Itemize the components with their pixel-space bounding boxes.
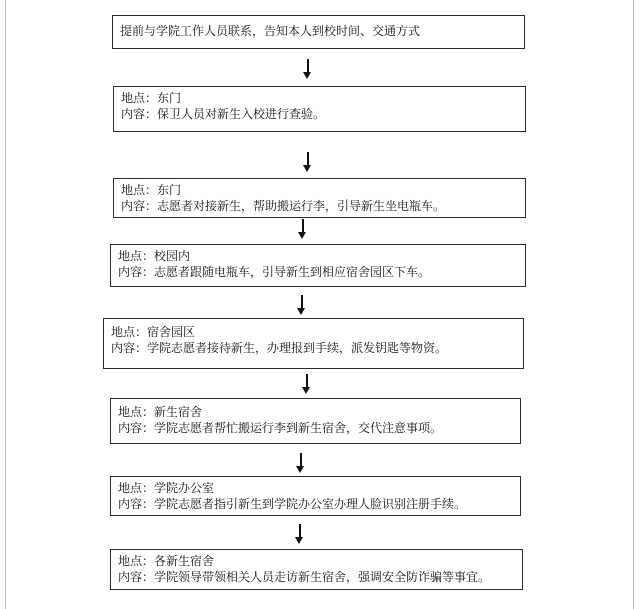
- step-8-box: [110, 549, 523, 590]
- step-2-location: 地点：东门: [121, 91, 182, 105]
- step-8-location: 地点：各新生宿舍: [118, 554, 215, 568]
- step-8-content: 内容：学院领导带领相关人员走访新生宿舍，强调安全防诈骗等事宜。: [118, 570, 491, 584]
- step-6-box: [110, 398, 521, 444]
- step-2-box: [113, 86, 526, 132]
- arrow-5-6: [302, 374, 311, 394]
- page-right-border: [633, 0, 634, 609]
- page-left-border: [5, 0, 6, 609]
- step-4-box: [110, 244, 526, 287]
- step-3-content: 内容：志愿者对接新生，帮助搬运行李，引导新生坐电瓶车。: [121, 199, 446, 213]
- step-4-location: 地点：校园内: [118, 249, 191, 263]
- arrow-2-3: [303, 152, 312, 172]
- step-1-box: [112, 15, 525, 49]
- arrow-6-7: [296, 453, 305, 473]
- step-3-location: 地点：东门: [121, 183, 182, 197]
- arrow-4-5: [297, 295, 306, 315]
- step-2-content: 内容：保卫人员对新生入校进行查验。: [121, 107, 326, 121]
- arrow-1-2: [303, 59, 312, 79]
- arrow-7-8: [295, 524, 304, 544]
- step-5-content: 内容：学院志愿者接待新生，办理报到手续，派发钥匙等物资。: [111, 341, 448, 355]
- step-5-box: [103, 318, 524, 369]
- step-7-content: 内容：学院志愿者指引新生到学院办公室办理人脸识别注册手续。: [118, 497, 467, 511]
- step-6-content: 内容：学院志愿者帮忙搬运行李到新生宿舍，交代注意事项。: [118, 421, 443, 435]
- step-7-location: 地点：学院办公室: [118, 481, 215, 495]
- step-1-text: 提前与学院工作人员联系，告知本人到校时间、交通方式: [120, 24, 421, 38]
- arrow-3-4: [298, 219, 307, 239]
- step-3-box: [113, 178, 526, 218]
- step-6-location: 地点：新生宿舍: [118, 405, 203, 419]
- step-5-location: 地点：宿舍园区: [111, 325, 196, 339]
- step-4-content: 内容：志愿者跟随电瓶车，引导新生到相应宿舍园区下车。: [118, 265, 431, 279]
- step-7-box: [110, 476, 521, 516]
